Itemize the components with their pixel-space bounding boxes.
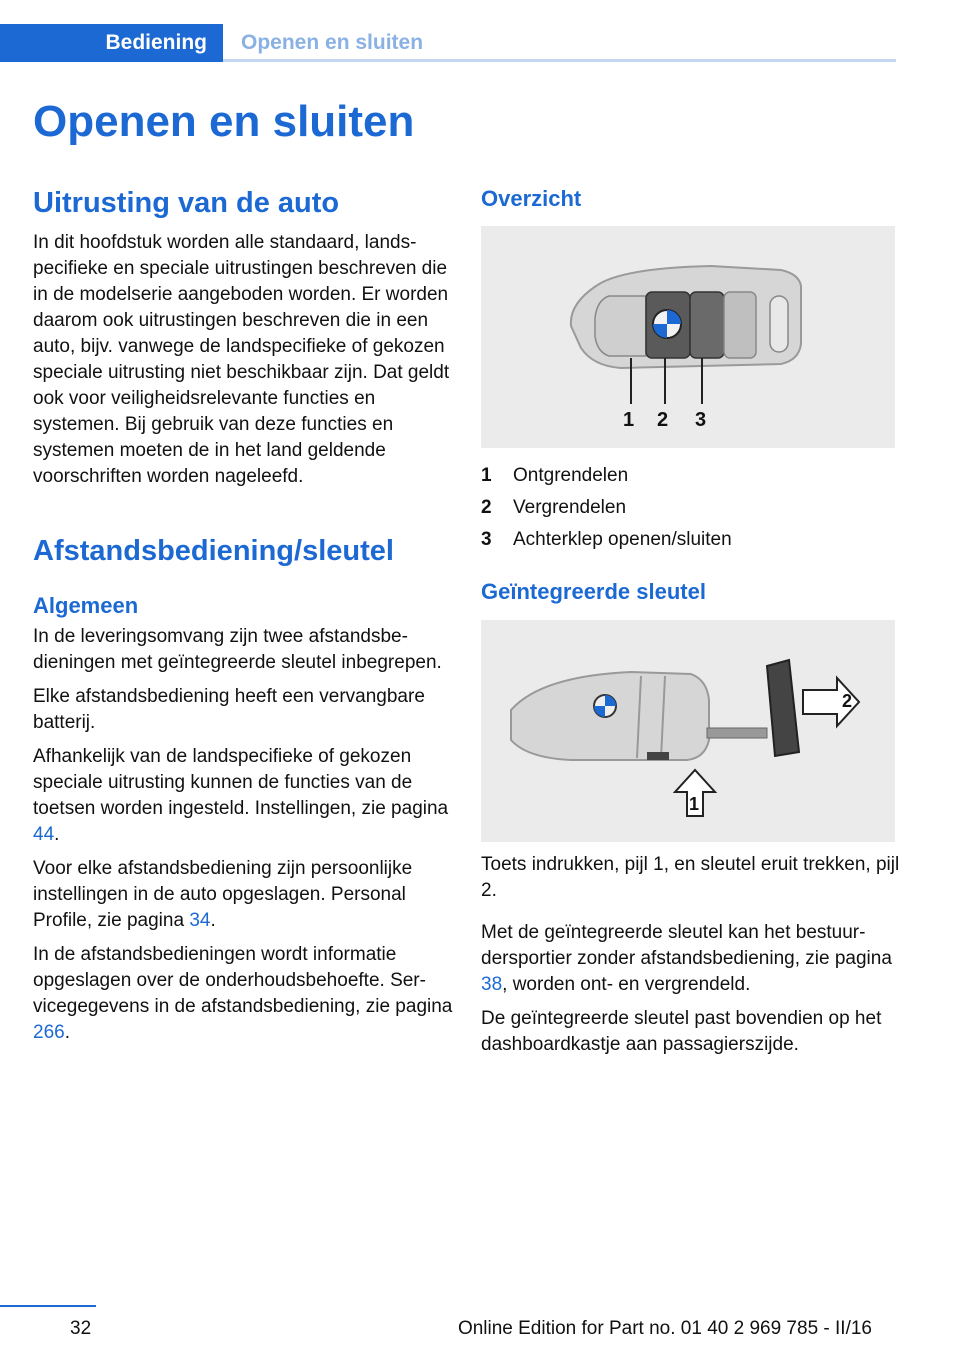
paragraph-toets-indrukken: Toets indrukken, pijl 1, en sleutel eruit trekken, pijl 2.	[481, 854, 900, 901]
integrated-key-illustration	[481, 620, 895, 842]
running-header	[0, 24, 896, 62]
heading-uitrusting: Uitrusting van de auto	[33, 187, 340, 219]
heading-overzicht: Overzicht	[481, 186, 582, 211]
section-breadcrumb: Openen en sluiten	[241, 31, 424, 54]
paragraph-bestuurdersportier: Met de geïntegreerde sleutel kan het bestuurdersportier zonder afstandsbediening, zie pagina 38, worden ont- en vergrendeld.	[481, 922, 892, 995]
figure-callout-2: 2	[657, 409, 669, 431]
paragraph-uitrusting: In dit hoofdstuk worden alle standaard, landspecifieke en speciale uitrustingen beschreven die in de modelserie aangeboden worden. Er worden daarom ook uitrustingen beschreven die in een auto, bijv. vanwege de landspecifieke of gekozen speciale uitrusting niet beschikbaar zijn. Dat geldt ook voor veiligheidsrelevante functies en systemen. Bij gebruik van deze functies en systemen moeten de in het land geldende voorschriften worden nageleefd.	[33, 232, 450, 487]
page-link-34[interactable]: 34	[189, 910, 211, 931]
figure-callout-3: 3	[695, 409, 707, 431]
page-link-44[interactable]: 44	[33, 824, 55, 845]
edition-note: Online Edition for Part no. 01 40 2 969 785 - II/16	[457, 1318, 872, 1339]
arrow-label-2: 2	[842, 691, 853, 711]
right-column	[481, 180, 901, 1058]
paragraph-servicegegevens: In de afstandsbedieningen wordt informatie opgeslagen over de onderhoudsbehoefte. Servicegegevens in de afstandsbediening, zie pagina 266.	[33, 944, 453, 1043]
left-column	[33, 180, 453, 1046]
paragraph-instellingen: Afhankelijk van de landspecifieke of gekozen speciale uitrusting kunnen de functies van de toetsen worden ingesteld. Instellingen, zie pagina 44.	[33, 746, 449, 845]
header-rule	[223, 59, 896, 62]
page-number: 32	[70, 1318, 92, 1339]
paragraph-dashboardkastje: De geïntegreerde sleutel past bovendien op het dashboardkastje aan passagierszijde.	[481, 1008, 882, 1055]
figure-integrated-key	[481, 620, 895, 842]
page-link-266[interactable]: 266	[33, 1022, 65, 1043]
heading-geintegreerde-sleutel: Geïntegreerde sleutel	[481, 579, 706, 604]
page-link-38[interactable]: 38	[481, 974, 503, 995]
legend-list	[481, 460, 901, 556]
figure-callout-1: 1	[623, 409, 635, 431]
paragraph-personal-profile: Voor elke afstandsbediening zijn persoonlijke instellingen in de auto opgeslagen. Personal Profile, zie pagina 34.	[33, 858, 413, 931]
figure-key-overview	[481, 226, 895, 448]
heading-algemeen: Algemeen	[33, 593, 139, 618]
legend-item: 1 Ontgrendelen	[481, 465, 629, 486]
chapter-tab: Bediening	[0, 24, 223, 62]
legend-item: 2 Vergrendelen	[481, 497, 627, 518]
heading-afstandsbediening: Afstandsbediening/sleutel	[33, 535, 394, 567]
footer-rule	[0, 1305, 96, 1307]
paragraph-batterij: Elke afstandsbediening heeft een vervangbare batterij.	[33, 686, 425, 733]
arrow-label-1: 1	[689, 794, 700, 814]
page-title: Openen en sluiten	[33, 97, 415, 146]
paragraph-levering: In de leveringsomvang zijn twee afstandsbedieningen met geïntegreerde sleutel inbegrepen.	[33, 626, 442, 673]
key-fob-illustration	[481, 226, 895, 448]
legend-item: 3 Achterklep openen/sluiten	[481, 529, 732, 550]
